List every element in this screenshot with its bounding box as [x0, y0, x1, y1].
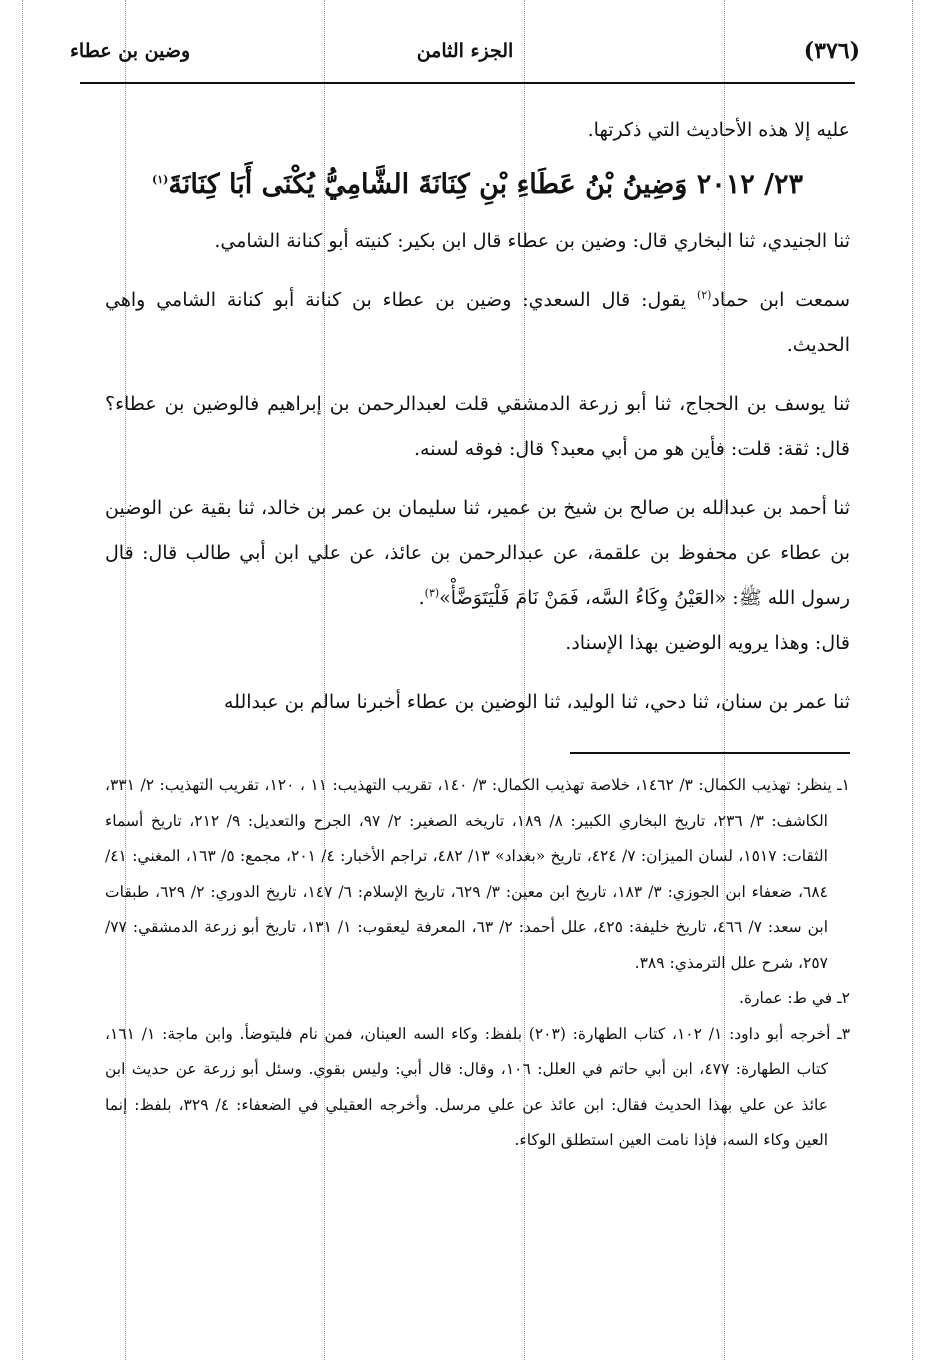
- paragraph-2-start: سمعت ابن حماد: [711, 289, 850, 311]
- entry-name-header: وضين بن عطاء: [70, 40, 191, 62]
- running-header: [70, 38, 860, 78]
- footnote-ref-3: (٣): [424, 586, 440, 600]
- footnote-divider: [570, 752, 850, 754]
- page-number: (٣٧٦): [803, 38, 860, 64]
- scan-guide-line: [912, 0, 913, 1360]
- main-text: [105, 108, 850, 725]
- paragraph-4: ثنا أحمد بن عبدالله بن صالح بن شيخ بن عمير، ثنا سليمان بن عمر بن خالد، ثنا بقية عن الوضين بن عطاء عن محفوظ بن علقمة، عن عبدالرحمن بن عائذ، عن علي ابن أبي طالب قال: قال رسول الله ﷺ: «العَيْنُ وِكَاءُ السَّه، فَمَنْ نَامَ فَلْيَتَوَضَّأْ»$^{(٣)}$.: [105, 497, 850, 609]
- paragraph-6: ثنا عمر بن سنان، ثنا دحي، ثنا الوليد، ثنا الوضين بن عطاء أخبرنا سالم بن عبدالله: [223, 691, 850, 713]
- paragraph-4-text: ثنا أحمد بن عبدالله بن صالح بن شيخ بن عمير، ثنا سليمان بن عمر بن خالد، ثنا بقية عن الوضين بن عطاء عن محفوظ بن علقمة، عن عبدالرحمن بن عائذ، عن علي ابن أبي طالب قال: قال رسول الله ﷺ: «العَيْنُ وِكَاءُ السَّه، فَمَنْ نَامَ فَلْيَتَوَضَّأْ»: [105, 497, 850, 609]
- entry-title: [105, 155, 850, 215]
- paragraph-2: [105, 278, 850, 368]
- scan-guide-line: [22, 0, 23, 1360]
- footnotes: [105, 768, 850, 1159]
- intro-line: عليه إلا هذه الأحاديث التي ذكرتها.: [587, 119, 850, 141]
- paragraph-2-rest: يقول: قال السعدي: وضين بن عطاء بن كنانة أبو كنانة الشامي واهي الحديث.: [105, 289, 850, 356]
- footnote-2: ٢ـ في ط: عمارة.: [738, 989, 850, 1007]
- footnote-1: ١ـ ينظر: تهذيب الكمال: ٣/ ١٤٦٢، خلاصة تهذيب الكمال: ٣/ ١٤٠، تقريب التهذيب: ١١ ، ١٢٠، تقريب التهذيب: ٢/ ٣٣١، الكاشف: ٣/ ٢٣٦، تاريخ البخاري الكبير: ٨/ ١٨٩، تاريخه الصغير: ٢/ ٩٧، الجرح والتعديل: ٩/ ٢١٢، تاريخ أسماء الثقات: ١٥١٧، لسان الميزان: ٧/ ٤٢٤، تاريخ «بغداد» ١٣/ ٤٨٢، تراجم الأخبار: ٤/ ٢٠١، مجمع: ٥/ ١٦٣، المغني: ٤١/ ٦٨٤، ضعفاء ابن الجوزي: ٣/ ١٨٣، تاريخ ابن معين: ٣/ ٦٢٩، تاريخ الإسلام: ٦/ ١٤٧، تاريخ الدوري: ٢/ ٦٢٩، طبقات ابن سعد: ٧/ ٤٦٦، تاريخ خليفة: ٤٢٥، علل أحمد: ٢/ ٦٣، المعرفة ليعقوب: ١/ ١٣١، تاريخ أبو زرعة الدمشقي: ٧٧/ ٢٥٧، شرح علل الترمذي: ٣٨٩.: [105, 776, 850, 972]
- footnote-3: ٣ـ أخرجه أبو داود: ١/ ١٠٢، كتاب الطهارة: (٢٠٣) بلفظ: وكاء السه العينان، فمن نام فليتوضأ. وابن ماجة: ١/ ١٦١، كتاب الطهارة: ٤٧٧، ابن أبي حاتم في العلل: ١٠٦، وقال: قال أبي: وليس بقوي. وسئل أبو زرعة عن حديث ابن عائذ عن علي بهذا الحديث فقال: ابن عائذ عن علي مرسل. وأخرجه العقيلي في الضعفاء: ٤/ ٣٢٩، بلفظ: إنما العين وكاء السه، فإذا نامت العين استطلق الوكاء.: [105, 1024, 851, 1149]
- paragraph-3: ثنا يوسف بن الحجاج، ثنا أبو زرعة الدمشقي قلت لعبدالرحمن بن إبراهيم فالوضين بن عطاء؟ قال: ثقة: قلت: فأين هو من أبي معبد؟ قال: فوقه لسنه.: [105, 393, 850, 460]
- footnote-ref-2: (٢): [696, 288, 712, 302]
- paragraph-5: قال: وهذا يرويه الوضين بهذا الإسناد.: [565, 632, 850, 654]
- footnote-ref-1: (١): [151, 173, 169, 186]
- paragraph-1: ثنا الجنيدي، ثنا البخاري قال: وضين بن عطاء قال ابن بكير: كنيته أبو كنانة الشامي.: [214, 230, 850, 252]
- entry-title-text: ٢٣/ ٢٠١٢ وَضِينُ بْنُ عَطَاءِ بْنِ كِنَانَةَ الشَّامِيُّ يُكْنَى أَبَا كِنَانَةَ: [168, 169, 803, 200]
- header-divider: [80, 82, 855, 84]
- volume-part: الجزء الثامن: [416, 40, 514, 62]
